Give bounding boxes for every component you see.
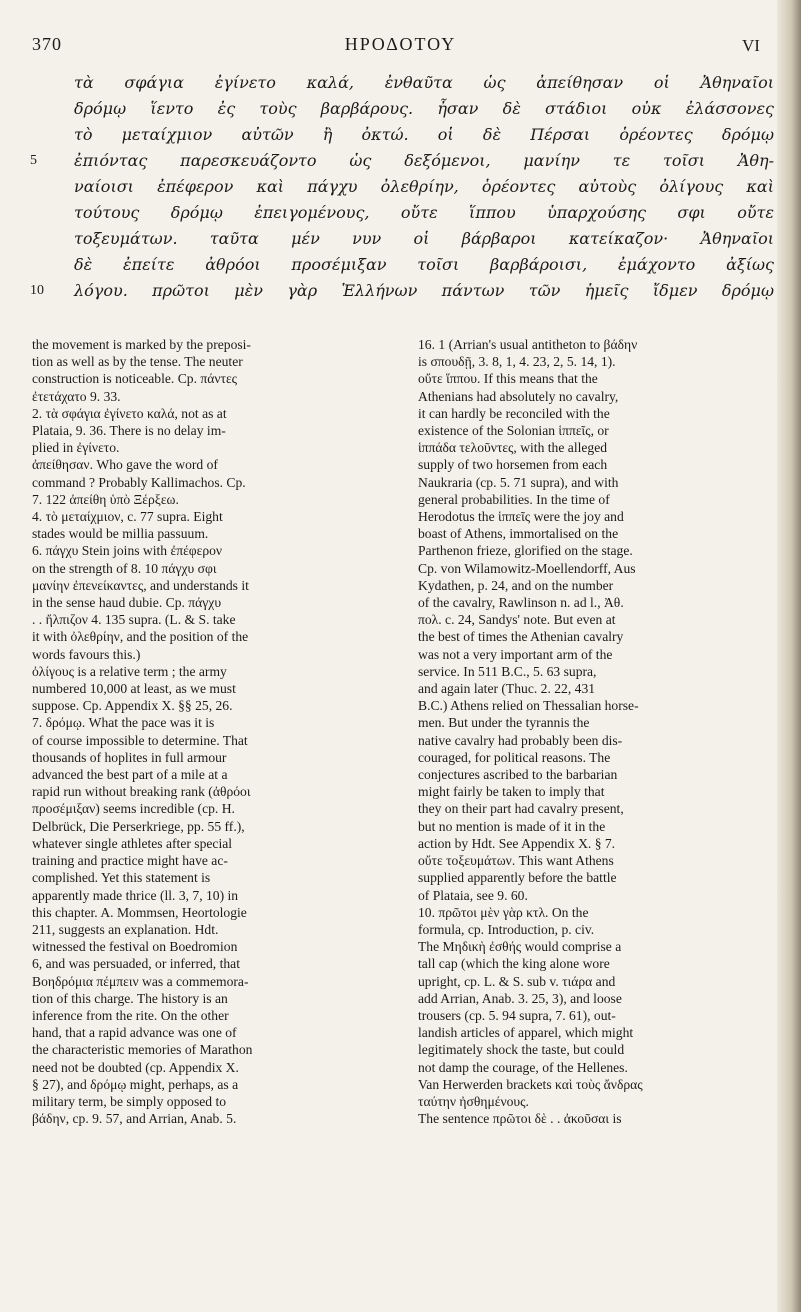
- line-number: 10: [30, 283, 44, 298]
- greek-line: [74, 70, 774, 96]
- greek-line: [74, 226, 774, 252]
- greek-line-text: τὸ μεταίχμιον αὐτῶν ἢ ὀκτώ. οἱ δὲ Πέρσαι ὁρέοντες δρόμῳ: [74, 125, 774, 144]
- greek-line-text: τὰ σφάγια ἐγίνετο καλά, ἐνθαῦτα ὡς ἀπείθησαν οἱ Ἀθηναῖοι: [74, 73, 774, 92]
- greek-line-text: τοξευμάτων. ταῦτα μέν νυν οἱ βάρβαροι κατείκαζον· Ἀθηναῖοι: [74, 229, 774, 248]
- greek-line: [74, 200, 774, 226]
- greek-line-text: δρόμῳ ἵεντο ἐς τοὺς βαρβάρους. ἦσαν δὲ στάδιοι οὐκ ἐλάσσονες: [74, 99, 774, 118]
- greek-line-text: λόγου. πρῶτοι μὲν γὰρ Ἑλλήνων πάντων τῶν ἡμεῖς ἴδμεν δρόμῳ: [74, 281, 774, 300]
- page-edge: [777, 0, 801, 1312]
- greek-line-text: δὲ ἐπείτε ἀθρόοι προσέμιξαν τοῖσι βαρβάροισι, ἐμάχοντο ἀξίως: [74, 255, 774, 274]
- page-header: [0, 34, 801, 60]
- notes-right-text: 16. 1 (Arrian's usual antitheton to βάδην is σπουδῇ, 3. 8, 1, 4. 23, 2, 5. 14, 1). οὔτε ἵππου. If this means that the Athenians had absolutely no cavalry, it can hardly be reconciled with the existence of the Solonian ἱππεῖς, or ἱππάδα τελοῦντες, with the alleged supply of two horsemen from each Naukraria (cp. 5. 71 supra), and with general probabilities. In the time of Herodotus the ἱππεῖς were the joy and boast of Athens, immortalised on the Parthenon frieze, glorified on the stage. Cp. von Wilamowitz-Moellendorff, Aus Kydathen, p. 24, and on the number of the cavalry, Rawlinson n. ad l., Ἀθ. πολ. c. 24, Sandys' note. But even at the best of times the Athenian cavalry was not a very important arm of the service. In 511 B.C., 5. 63 supra, and again later (Thuc. 2. 22, 431 B.C.) Athens relied on Thessalian horse- men. But under the tyrannis the native cavalry had probably been dis- couraged, for political reasons. The conjectures ascribed to the barbarian might fairly be taken to imply that they on their part had cavalry present, but no mention is made of it in the action by Hdt. See Appendix X. § 7. οὔτε τοξευμάτων. This want Athens supplied apparently before the battle of Plataia, see 9. 60. 10. πρῶτοι μὲν γὰρ κτλ. On the formula, cp. Introduction, p. civ. The Μηδικὴ ἐσθής would comprise a tall cap (which the king alone wore upright, cp. L. & S. sub v. τιάρα and add Arrian, Anab. 3. 25, 3), and loose trousers (cp. 5. 94 supra, 7. 61), out- landish articles of apparel, which might legitimately shock the taste, but could not damp the courage, of the Hellenes. Van Herwerden brackets καὶ τοὺς ἄνδρας ταύτην ἠσθημένους. The sentence πρῶτοι δὲ . . ἀκοῦσαι is: [418, 337, 643, 1127]
- greek-line: [74, 96, 774, 122]
- notes-left-text: the movement is marked by the preposi- tion as well as by the tense. The neuter construction is noticeable. Cp. πάντες ἐτετάχατο 9. 33. 2. τὰ σφάγια ἐγίνετο καλά, not as at Plataia, 9. 36. There is no delay im- plied in ἐγίνετο. ἀπείθησαν. Who gave the word of command ? Probably Kallimachos. Cp. 7. 122 ἀπείθη ὑπὸ Ξέρξεω. 4. τὸ μεταίχμιον, c. 77 supra. Eight stades would be millia passuum. 6. πάγχυ Stein joins with ἐπέφερον on the strength of 8. 10 πάγχυ σφι μανίην ἐπενείκαντες, and understands it in the sense haud dubie. Cp. πάγχυ . . ἤλπιζον 4. 135 supra. (L. & S. take it with ὀλεθρίην, and the position of the words favours this.) ὀλίγους is a relative term ; the army numbered 10,000 at least, as we must suppose. Cp. Appendix X. §§ 25, 26. 7. δρόμῳ. What the pace was it is of course impossible to determine. That thousands of hoplites in full armour advanced the best part of a mile at a rapid run without breaking rank (ἀθρόοι προσέμιξαν) seems incredible (cp. H. Delbrück, Die Perserkriege, pp. 55 ff.), whatever single athletes after special training and practice might have ac- complished. Yet this statement is apparently made thrice (ll. 3, 7, 10) in this chapter. A. Mommsen, Heortologie 211, suggests an explanation. Hdt. witnessed the festival on Boedromion 6, and was persuaded, or inferred, that Βοηδρόμια πέμπειν was a commemora- tion of this charge. The history is an inference from the rite. On the other hand, that a rapid advance was one of the characteristic memories of Marathon need not be doubted (cp. Appendix X. § 27), and δρόμῳ might, perhaps, as a military term, be simply opposed to βάδην, cp. 9. 57, and Arrian, Anab. 5.: [32, 337, 253, 1127]
- page-number: 370: [32, 34, 62, 54]
- greek-line: [30, 278, 774, 304]
- chapter-number: VI: [742, 36, 760, 55]
- running-title: ΗΡΟΔΟΤΟΥ: [344, 34, 457, 54]
- greek-line: [30, 148, 774, 174]
- greek-line-text: ναίοισι ἐπέφερον καὶ πάγχυ ὀλεθρίην, ὁρέοντες αὐτοὺς ὀλίγους καὶ: [74, 177, 774, 196]
- greek-line: [74, 122, 774, 148]
- greek-text-block: [30, 70, 774, 304]
- notes-left-column: [32, 336, 386, 1127]
- greek-line-text: τούτους δρόμῳ ἐπειγομένους, οὔτε ἵππου ὑπαρχούσης σφι οὔτε: [74, 203, 774, 222]
- notes-right-column: [418, 336, 772, 1127]
- greek-line: [74, 174, 774, 200]
- greek-line: [74, 252, 774, 278]
- greek-line-text: ἐπιόντας παρεσκευάζοντο ὡς δεξόμενοι, μανίην τε τοῖσι Ἀθη-: [74, 151, 774, 170]
- line-number: 5: [30, 153, 37, 168]
